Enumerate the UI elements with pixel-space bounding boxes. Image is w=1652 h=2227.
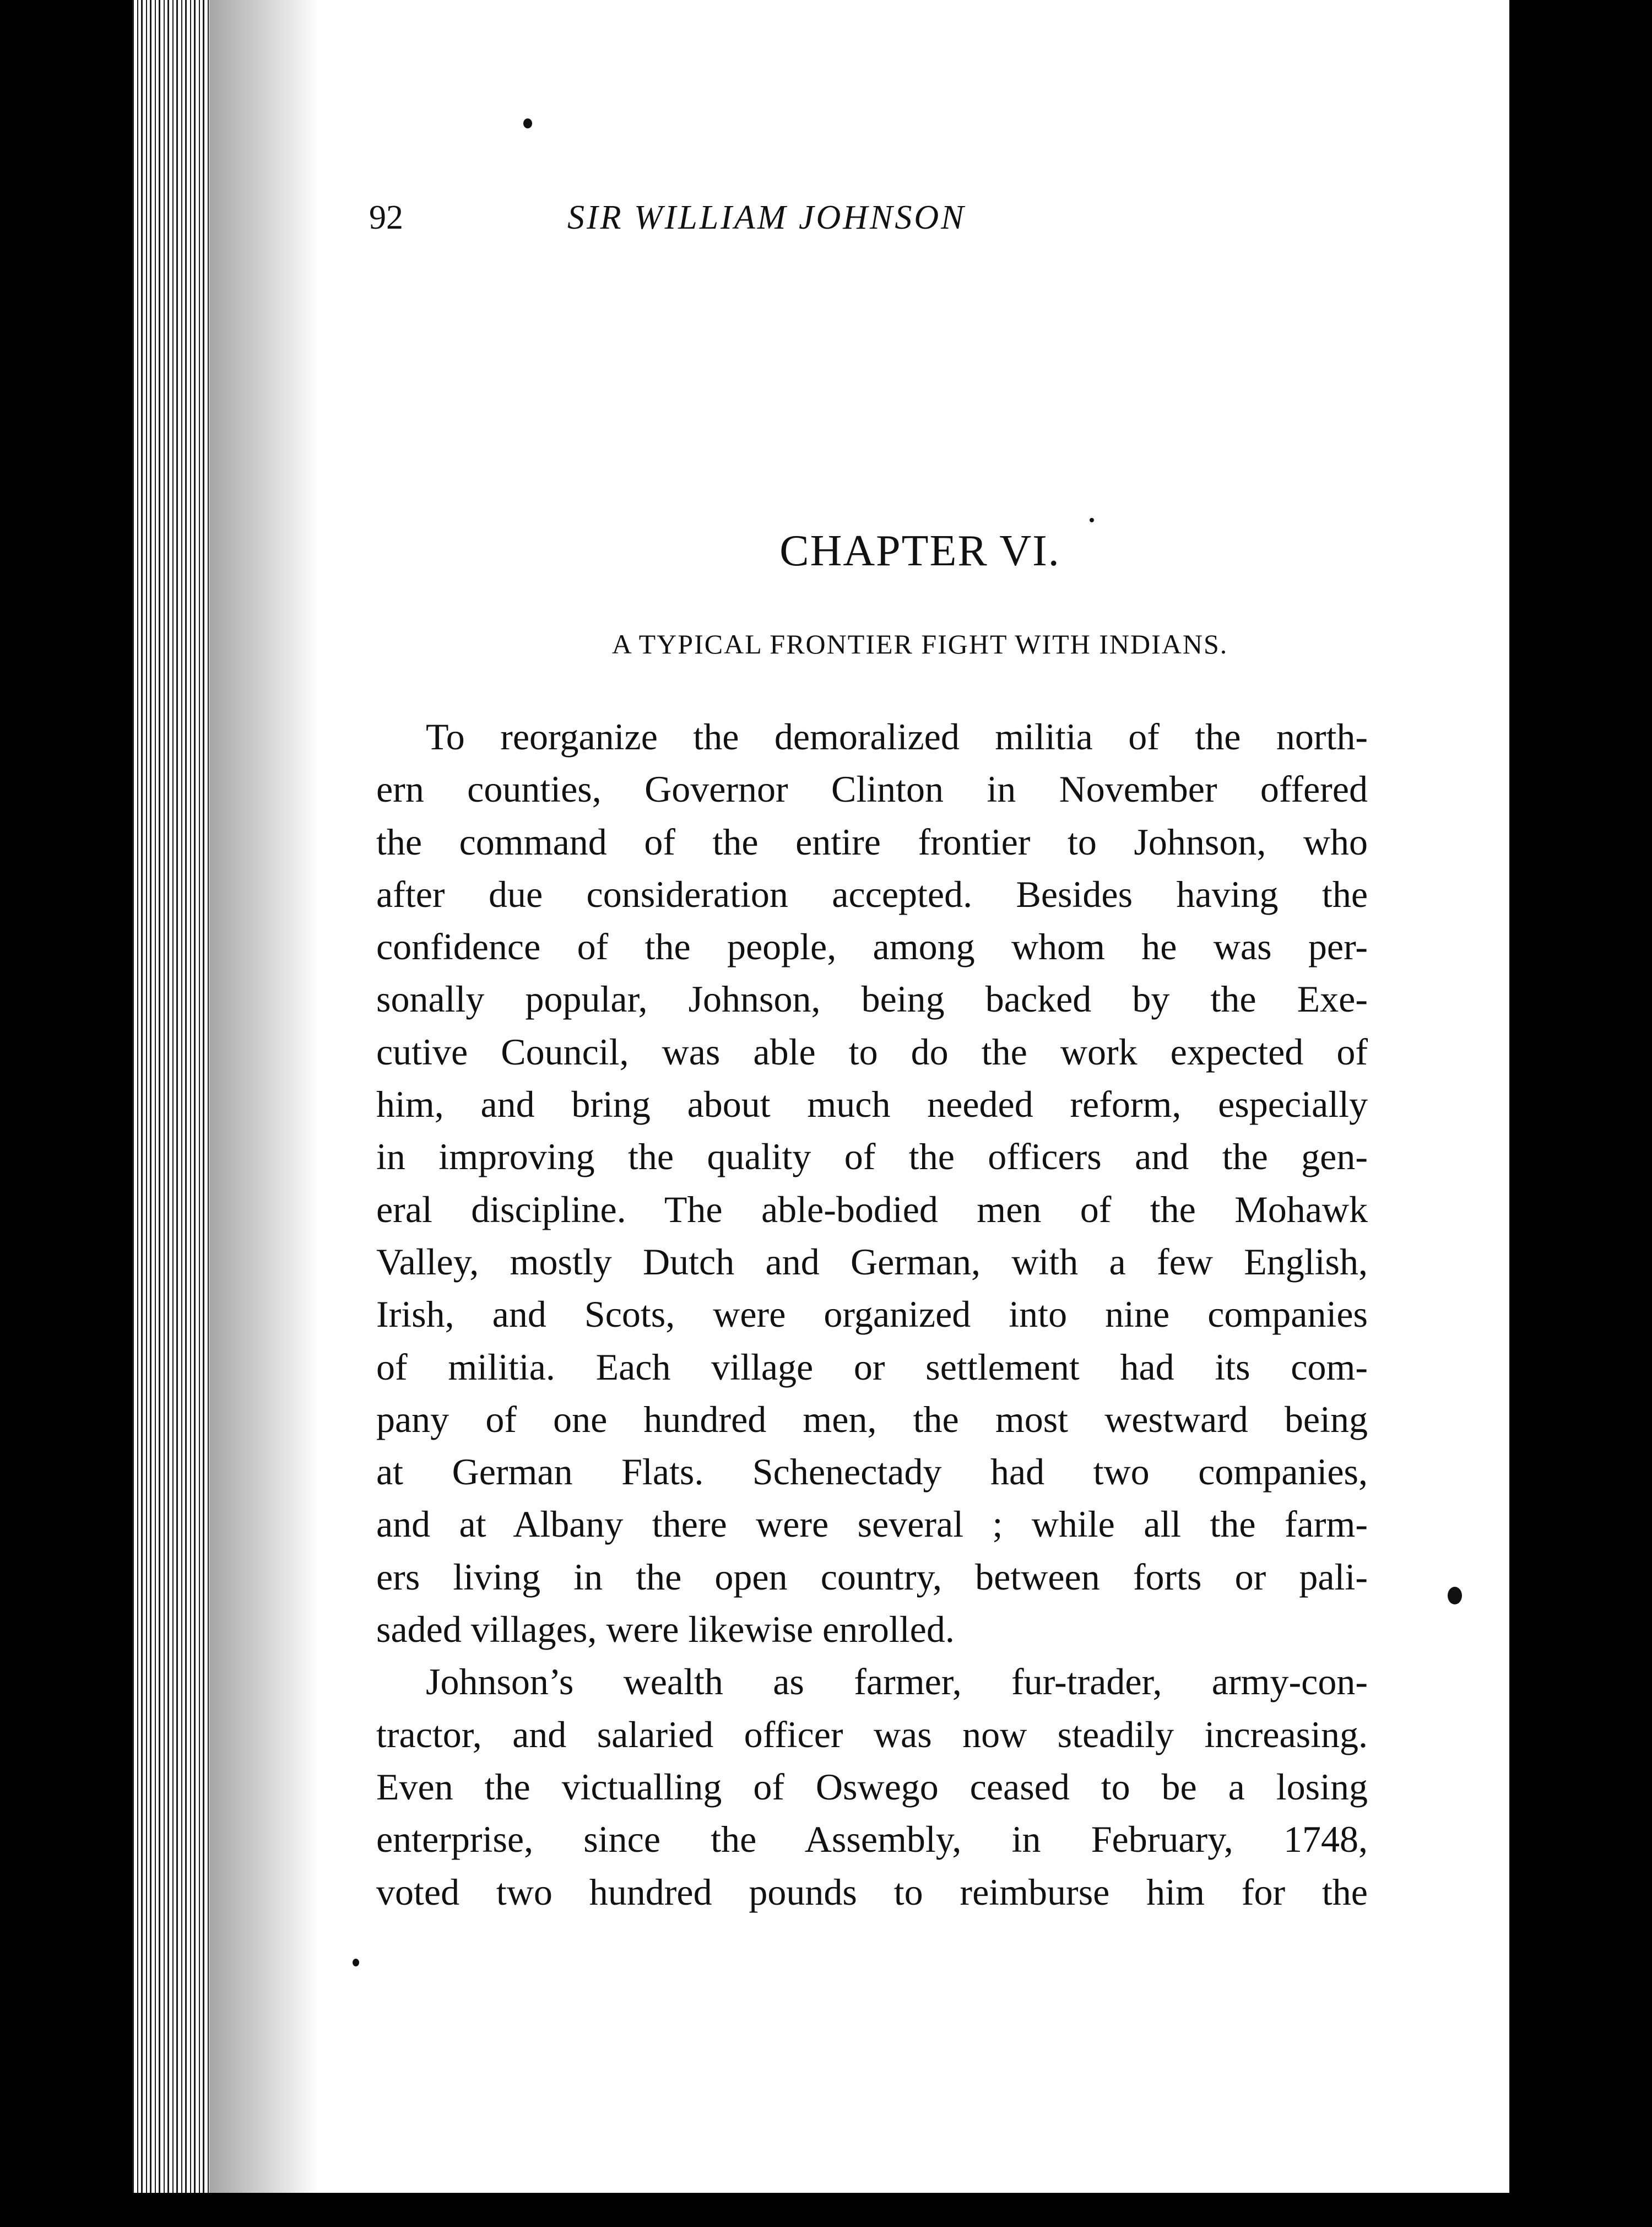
scan-speck (1090, 518, 1094, 522)
text-line: in improving the quality of the officers and the gen- (376, 1136, 1368, 1178)
text-line: enterprise, since the Assembly, in February, 1748, (376, 1818, 1368, 1861)
text-line: To reorganize the demoralized militia of the north- (426, 716, 1368, 758)
page-number: 92 (369, 199, 403, 236)
text-line: tractor, and salaried officer was now steadily increasing. (376, 1713, 1368, 1755)
text-line: sonally popular, Johnson, being backed by the Exe- (376, 978, 1368, 1020)
scan-speck (523, 118, 532, 128)
text-line: after due consideration accepted. Besides having the (376, 873, 1368, 915)
text-line: confidence of the people, among whom he was per- (376, 926, 1368, 968)
book-page (132, 0, 1575, 2193)
page-gutter (132, 0, 209, 2193)
text-line: ers living in the open country, between forts or pali- (376, 1555, 1368, 1598)
scan-speck (353, 1959, 359, 1966)
text-line: voted two hundred pounds to reimburse him for the (376, 1871, 1368, 1913)
body-text (376, 711, 1368, 1918)
chapter-subtitle: A TYPICAL FRONTIER FIGHT WITH INDIANS. (611, 629, 1228, 660)
text-line: Even the victualling of Oswego ceased to be a losing (376, 1765, 1368, 1808)
running-head (369, 198, 1272, 259)
text-line: pany of one hundred men, the most westward being (376, 1398, 1368, 1440)
text-line: the command of the entire frontier to Johnson, who (376, 820, 1368, 863)
text-line: him, and bring about much needed reform, especially (376, 1083, 1368, 1126)
text-line: Johnson’s wealth as farmer, fur-trader, army-con- (426, 1661, 1368, 1703)
text-line: saded villages, were likewise enrolled. (376, 1608, 955, 1651)
text-line: ern counties, Governor Clinton in November offered (376, 768, 1368, 810)
chapter-title: CHAPTER VI. (779, 527, 1060, 575)
text-line: at German Flats. Schenectady had two companies, (376, 1451, 1368, 1493)
text-line: Valley, mostly Dutch and German, with a few English, (376, 1240, 1368, 1283)
running-title: SIR WILLIAM JOHNSON (567, 199, 966, 236)
text-line: Irish, and Scots, were organized into nine companies (376, 1293, 1368, 1336)
text-line: eral discipline. The able-bodied men of the Mohawk (376, 1188, 1368, 1230)
text-line: and at Albany there were several ; while all the farm- (376, 1503, 1368, 1545)
page-right-edge (1509, 0, 1575, 2193)
text-line: cutive Council, was able to do the work expected of (376, 1030, 1368, 1073)
scan-speck (1448, 1587, 1462, 1604)
text-line: of militia. Each village or settlement had its com- (376, 1345, 1368, 1388)
gutter-shadow (209, 0, 319, 2193)
